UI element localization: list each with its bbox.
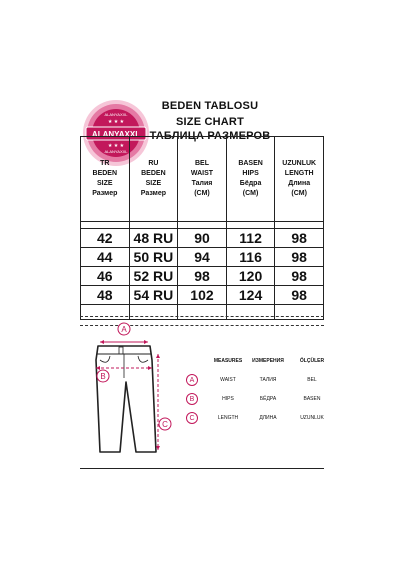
svg-text:ALANYAXXL: ALANYAXXL	[91, 130, 141, 139]
legend-cell: БЁДРА	[259, 396, 277, 402]
header-length: UZUNLUK LENGTH Длина (CM)	[275, 137, 324, 222]
header-waist: BEL WAIST Талия (CM)	[178, 137, 227, 222]
legend-header-measures: MEASURES	[213, 358, 243, 364]
table-row: 46 52 RU 98 120 98	[81, 267, 324, 286]
svg-text:ALANYAXXL: ALANYAXXL	[104, 149, 128, 154]
legend-cell: BASEN	[303, 396, 321, 402]
dashed-divider	[80, 316, 324, 317]
legend-cell: WAIST	[220, 377, 236, 383]
legend-header-izmereniya: ИЗМЕРЕНИЯ	[252, 358, 284, 364]
table-row: 48 54 RU 102 124 98	[81, 286, 324, 305]
legend-cell: LENGTH	[217, 415, 239, 421]
svg-text:★ ★ ★: ★ ★ ★	[107, 119, 125, 125]
belt-loop-icon	[119, 347, 123, 354]
size-table	[80, 136, 324, 320]
header-tr-size: TR BEDEN SIZE Размер	[81, 137, 130, 222]
legend-badge-b: B	[186, 393, 198, 405]
pocket-line	[138, 356, 148, 362]
pocket-line	[100, 356, 110, 362]
table-blank-row	[81, 305, 324, 320]
legend-cell: HIPS	[222, 396, 234, 402]
header-ru-size: RU BEDEN SIZE Размер	[129, 137, 178, 222]
trouser-measurement-diagram	[86, 320, 176, 460]
svg-text:ALANYAXXL: ALANYAXXL	[104, 112, 128, 117]
legend-cell: ТАЛИЯ	[259, 377, 277, 383]
label-c: C	[162, 420, 168, 429]
header-hips: BASEN HIPS Бёдра (CM)	[226, 137, 275, 222]
svg-text:★ ★ ★: ★ ★ ★	[107, 143, 125, 149]
label-a: A	[121, 325, 127, 334]
legend-badge-a: A	[186, 374, 198, 386]
table-spacer-row	[81, 222, 324, 229]
label-b: B	[100, 372, 106, 381]
bottom-divider	[80, 468, 324, 469]
legend-cell: UZUNLUK	[300, 415, 324, 421]
table-row: 44 50 RU 94 116 98	[81, 248, 324, 267]
title-line-2: SIZE CHART	[176, 116, 244, 128]
legend-cell: BEL	[307, 377, 317, 383]
legend-badge-c: C	[186, 412, 198, 424]
table-header-row	[81, 137, 324, 222]
title-line-3: ТАБЛИЦА РАЗМЕРОВ	[149, 130, 271, 142]
table-row: 42 48 RU 90 112 98	[81, 229, 324, 248]
legend-header-olculer: ÖLÇÜLER	[299, 358, 325, 364]
title-line-1: BEDEN TABLOSU	[161, 100, 259, 112]
legend-cell: ДЛИНА	[259, 415, 277, 421]
